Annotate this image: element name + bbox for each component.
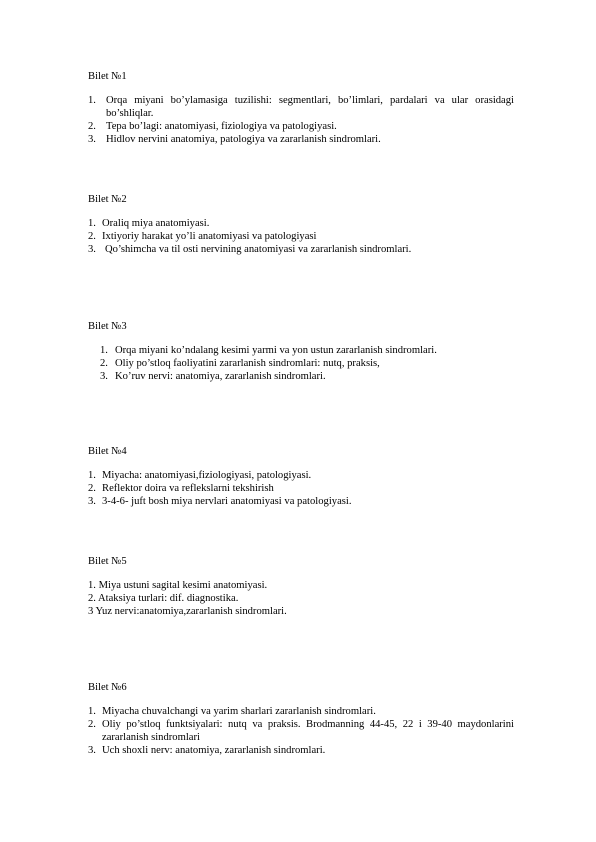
list-item: [88, 744, 514, 757]
ticket-6: [88, 681, 514, 757]
item-text: Miyacha: anatomiyasi,fiziologiyasi, patologiyasi.: [102, 470, 312, 481]
item-number: 2.: [88, 483, 96, 494]
item-number: 2.: [100, 358, 108, 369]
list-item: [88, 133, 514, 146]
ticket-title: Bilet №4: [88, 446, 127, 457]
question-list: [88, 94, 514, 146]
question-list: [100, 344, 514, 383]
list-item: [88, 718, 514, 744]
item-number: 3.: [88, 244, 96, 255]
item-number: 2.: [88, 231, 96, 242]
item-text: Uch shoxli nerv: anatomiya, zararlanish sindromlari.: [102, 745, 326, 756]
item-text: Tepa bo’lagi: anatomiyasi, fiziologiya va patologiyasi.: [106, 121, 337, 132]
list-item: 2. Ataksiya turlari: dif. diagnostika.: [88, 593, 239, 604]
question-list: [88, 705, 514, 757]
item-number: 1.: [88, 95, 96, 106]
list-item: [88, 230, 514, 243]
item-number: 3.: [88, 745, 96, 756]
question-list: [88, 217, 514, 256]
list-item: 3 Yuz nervi:anatomiya,zararlanish sindromlari.: [88, 606, 287, 617]
item-number: 1.: [88, 470, 96, 481]
ticket-title: Bilet №5: [88, 556, 127, 567]
item-number: 3.: [100, 371, 108, 382]
item-number: 1.: [88, 218, 96, 229]
ticket-title: Bilet №1: [88, 71, 127, 82]
item-number: 1.: [88, 706, 96, 717]
list-item: [100, 357, 514, 370]
list-item: [88, 94, 514, 120]
item-text: Oliy po’stloq faoliyatini zararlanish sindromlari: nutq, praksis,: [115, 358, 380, 369]
list-item: [88, 482, 514, 495]
list-item: 1. Miya ustuni sagital kesimi anatomiyasi.: [88, 580, 268, 591]
list-item: [88, 469, 514, 482]
item-number: 2.: [88, 121, 96, 132]
list-item: [88, 705, 514, 718]
item-text: 3-4-6- juft bosh miya nervlari anatomiyasi va patologiyasi.: [102, 496, 352, 507]
ticket-title: Bilet №3: [88, 321, 127, 332]
item-text: Ko’ruv nervi: anatomiya, zararlanish sindromlari.: [115, 371, 326, 382]
question-list: [88, 469, 514, 508]
ticket-title: Bilet №2: [88, 194, 127, 205]
list-item: [88, 243, 514, 256]
ticket-4: [88, 445, 514, 508]
item-text: Oliy po’stloq funktsiyalari: nutq va praksis. Brodmanning 44-45, 22 i 39-40 maydonlarini zararlanish sindromlari: [102, 719, 514, 743]
question-list: [88, 579, 514, 618]
item-text: Hidlov nervini anatomiya, patologiya va zararlanish sindromlari.: [106, 134, 381, 145]
list-item: [100, 344, 514, 357]
item-number: 1.: [100, 345, 108, 356]
ticket-2: [88, 193, 514, 256]
ticket-1: [88, 70, 514, 146]
item-number: 2.: [88, 719, 96, 730]
ticket-3: [88, 320, 514, 383]
item-number: 3.: [88, 496, 96, 507]
list-item: [88, 217, 514, 230]
list-item: [88, 495, 514, 508]
list-item: [88, 120, 514, 133]
item-number: 3.: [88, 134, 96, 145]
ticket-5: [88, 555, 514, 618]
item-text: Orqa miyani bo’ylamasiga tuzilishi: segmentlari, bo’limlari, pardalari va ular orasidagi bo’shliqlar.: [106, 95, 514, 119]
item-text: Oraliq miya anatomiyasi.: [102, 218, 210, 229]
list-item: [100, 370, 514, 383]
item-text: Reflektor doira va reflekslarni tekshirish: [102, 483, 274, 494]
item-text: Ixtiyoriy harakat yo’li anatomiyasi va patologiyasi: [102, 231, 317, 242]
item-text: Orqa miyani ko’ndalang kesimi yarmi va yon ustun zararlanish sindromlari.: [115, 345, 437, 356]
item-text: Miyacha chuvalchangi va yarim sharlari zararlanish sindromlari.: [102, 706, 376, 717]
item-text: Qo’shimcha va til osti nervining anatomiyasi va zararlanish sindromlari.: [105, 244, 412, 255]
ticket-title: Bilet №6: [88, 682, 127, 693]
